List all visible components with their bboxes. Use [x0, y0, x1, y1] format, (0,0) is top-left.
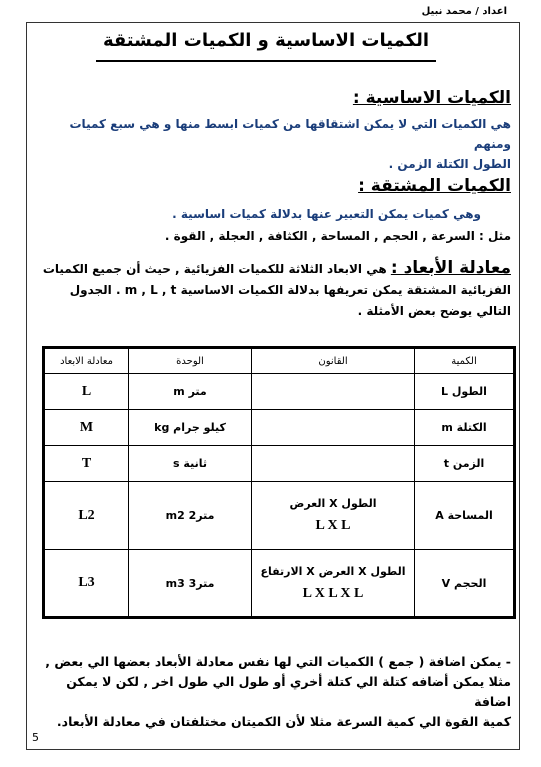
table-row: المساحة A الطول X العرض L X L متر2 m2 L2: [44, 482, 515, 550]
derived-examples: مثل : السرعة , الحجم , المساحة , الكثافة , العجلة , القوة .: [164, 229, 511, 243]
derived-heading: الكميات المشتقة :: [358, 176, 511, 196]
header-unit: الوحدة: [129, 348, 252, 374]
footer-note: - يمكن اضافة ( جمع ) الكميات التي لها نفس معادلة الأبعاد بعضها الي بعض , مثلا يمكن أضافه كتلة الي كتلة أخري أو طول الي طول اخر , لكن لا يمكن اضافة كمية القوة الي كمية السرعة مثلا لأن الكميتان مختلفتان في معادلة الأبعاد.: [45, 654, 511, 729]
table-row: الطول L متر m L: [44, 374, 515, 410]
table-row: الزمن t ثانية s T: [44, 446, 515, 482]
dimensions-table: [42, 346, 516, 619]
dimension-paragraph: معادلة الأبعاد : هي الابعاد الثلاثة للكميات الفزيائية , حيث أن جميع الكميات الفزيائية المشتقة يمكن تعريفها بدلالة الكميات الاساسية m , L , t . الجدول التالي يوضح بعض الأمثلة .: [42, 258, 511, 318]
basic-heading: الكميات الاساسية :: [352, 88, 511, 108]
header-law: القانون: [252, 348, 415, 374]
title-underline: [96, 60, 436, 62]
header-dimension: معادلة الابعاد: [44, 348, 129, 374]
page-title: الكميات الاساسية و الكميات المشتقة: [102, 30, 430, 51]
basic-definition: هي الكميات التي لا يمكن اشتقاقها من كميات ابسط منها و هي سبع كميات ومنهم الطول الكتلة الزمن .: [69, 117, 511, 171]
dimension-heading: معادلة الأبعاد :: [390, 258, 511, 278]
author-label: اعداد / محمد نبيل: [421, 6, 507, 17]
table-row: الكتلة m كيلو جرام kg M: [44, 410, 515, 446]
table-row: الحجم V الطول X العرض X الارتفاع L X L X L متر3 m3 L3: [44, 550, 515, 618]
header-quantity: الكمية: [415, 348, 515, 374]
derived-definition: وهي كميات يمكن التعبير عنها بدلالة كميات اساسية .: [172, 207, 481, 221]
page-number: 5: [32, 731, 39, 744]
